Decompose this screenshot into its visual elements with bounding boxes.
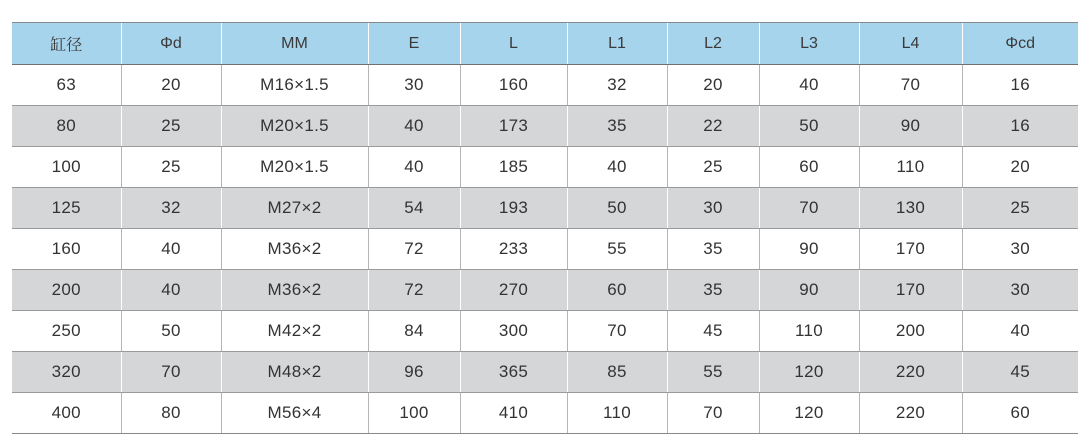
cell-l1: 60 [567,270,667,311]
cell-pin-diameter: 20 [962,147,1078,188]
cell-l4: 220 [859,393,962,434]
cell-rod-diameter: 40 [121,229,221,270]
cell-l: 365 [460,352,567,393]
cell-l4: 110 [859,147,962,188]
table-row [12,352,1078,393]
cell-l4: 220 [859,352,962,393]
cell-l: 185 [460,147,567,188]
cell-e: 72 [368,229,460,270]
table-row [12,229,1078,270]
cell-l2: 35 [667,229,759,270]
table-body [12,65,1078,434]
cell-e: 100 [368,393,460,434]
cell-rod-diameter: 40 [121,270,221,311]
header-cell-l1: L1 [567,23,667,65]
cell-bore: 100 [12,147,121,188]
header-cell-l3: L3 [759,23,859,65]
header-cell-pin-diameter: Φcd [962,23,1078,65]
cell-l3: 60 [759,147,859,188]
cell-l: 410 [460,393,567,434]
cell-l2: 20 [667,65,759,106]
cell-l: 193 [460,188,567,229]
cell-l2: 55 [667,352,759,393]
cell-bore: 250 [12,311,121,352]
cell-e: 96 [368,352,460,393]
cell-pin-diameter: 40 [962,311,1078,352]
cell-pin-diameter: 30 [962,270,1078,311]
cell-l1: 55 [567,229,667,270]
cell-pin-diameter: 30 [962,229,1078,270]
cell-bore: 125 [12,188,121,229]
cell-l1: 35 [567,106,667,147]
cell-pin-diameter: 60 [962,393,1078,434]
table-row [12,393,1078,434]
cell-l1: 40 [567,147,667,188]
cell-mm: M36×2 [221,229,368,270]
cell-l4: 130 [859,188,962,229]
cell-mm: M20×1.5 [221,106,368,147]
cell-l3: 90 [759,229,859,270]
cell-mm: M36×2 [221,270,368,311]
cell-l2: 25 [667,147,759,188]
cell-rod-diameter: 50 [121,311,221,352]
cell-l4: 200 [859,311,962,352]
cell-mm: M48×2 [221,352,368,393]
table-row [12,147,1078,188]
cell-l1: 32 [567,65,667,106]
cell-mm: M42×2 [221,311,368,352]
header-cell-l2: L2 [667,23,759,65]
header-cell-bore: 缸径 [12,23,121,65]
cell-pin-diameter: 25 [962,188,1078,229]
cell-bore: 63 [12,65,121,106]
cell-bore: 160 [12,229,121,270]
cell-l1: 50 [567,188,667,229]
cell-bore: 320 [12,352,121,393]
cell-mm: M20×1.5 [221,147,368,188]
cylinder-dimension-table [12,22,1078,434]
cell-mm: M16×1.5 [221,65,368,106]
cell-e: 72 [368,270,460,311]
cell-l: 160 [460,65,567,106]
header-cell-l: L [460,23,567,65]
cell-l3: 40 [759,65,859,106]
cell-l4: 170 [859,229,962,270]
cell-pin-diameter: 16 [962,65,1078,106]
cell-l2: 22 [667,106,759,147]
header-cell-rod-diameter: Φd [121,23,221,65]
cell-l3: 110 [759,311,859,352]
header-cell-e: E [368,23,460,65]
cell-bore: 200 [12,270,121,311]
table-row [12,106,1078,147]
cell-l4: 90 [859,106,962,147]
cell-l1: 70 [567,311,667,352]
cell-l3: 70 [759,188,859,229]
cell-e: 30 [368,65,460,106]
cell-mm: M27×2 [221,188,368,229]
cell-l: 300 [460,311,567,352]
cell-rod-diameter: 32 [121,188,221,229]
header-cell-mm: MM [221,23,368,65]
cell-rod-diameter: 25 [121,147,221,188]
cell-rod-diameter: 25 [121,106,221,147]
table-header [12,23,1078,65]
cell-l: 233 [460,229,567,270]
cell-l: 173 [460,106,567,147]
cell-l2: 45 [667,311,759,352]
cell-e: 84 [368,311,460,352]
cell-l2: 70 [667,393,759,434]
cell-l3: 50 [759,106,859,147]
cell-rod-diameter: 20 [121,65,221,106]
cell-l2: 35 [667,270,759,311]
cell-rod-diameter: 70 [121,352,221,393]
cell-l4: 170 [859,270,962,311]
cell-l2: 30 [667,188,759,229]
cell-l1: 85 [567,352,667,393]
header-cell-l4: L4 [859,23,962,65]
cell-mm: M56×4 [221,393,368,434]
header-row [12,23,1078,65]
cell-e: 54 [368,188,460,229]
cell-l3: 120 [759,393,859,434]
table-row [12,270,1078,311]
cell-rod-diameter: 80 [121,393,221,434]
table-row [12,188,1078,229]
cell-bore: 400 [12,393,121,434]
cell-e: 40 [368,147,460,188]
cell-e: 40 [368,106,460,147]
table-row [12,65,1078,106]
cell-bore: 80 [12,106,121,147]
cell-l3: 90 [759,270,859,311]
table-row [12,311,1078,352]
cell-pin-diameter: 16 [962,106,1078,147]
cell-l1: 110 [567,393,667,434]
cell-l4: 70 [859,65,962,106]
cell-pin-diameter: 45 [962,352,1078,393]
cell-l: 270 [460,270,567,311]
cell-l3: 120 [759,352,859,393]
